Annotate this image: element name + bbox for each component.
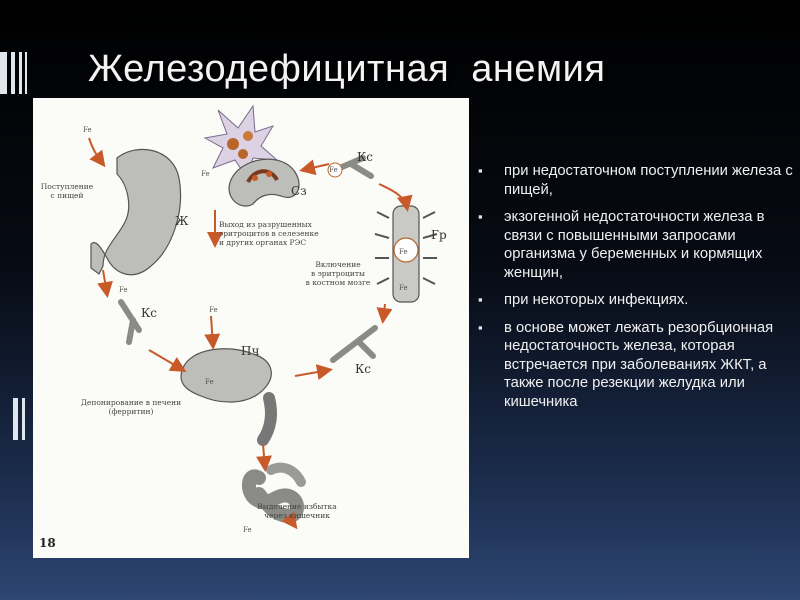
fe-label: Fe (83, 126, 92, 134)
slide-title: Железодефицитная анемия (88, 48, 606, 90)
bullet-marker-icon: ▪ (478, 319, 483, 335)
fe-label: Fe (209, 306, 218, 314)
list-item (478, 208, 794, 282)
list-item (478, 291, 794, 310)
fe-label: Fe (243, 526, 252, 534)
bullet-text: экзогенной недостаточности железа в связи с повышенными запросами организма у беременных и кормящих женщин, (504, 209, 765, 281)
decor-bar (22, 398, 25, 440)
caption-liver: Депонирование в печени (ферритин) (80, 398, 182, 416)
bullet-marker-icon: ▪ (478, 209, 483, 224)
organ-label-vessel-top: Кс (357, 150, 374, 164)
intestine-illustration (249, 398, 301, 516)
bullet-text: в основе может лежать резорбционная недостаточность железа, которая встречается при заболеваниях ЖКТ, а также после резекции желудка или кишечника (504, 319, 774, 410)
organ-label-vessel-left: Кс (141, 306, 158, 320)
bullet-text: при некоторых инфекциях. (504, 292, 689, 308)
bullet-marker-icon: ▪ (478, 163, 483, 178)
organ-label-vessel-right: Кс (355, 362, 372, 376)
decor-bar (11, 52, 15, 94)
fe-label: Fe (399, 248, 408, 256)
page-number: 18 (39, 536, 56, 550)
caption-marrow: Включение в эритроциты в костном мозге (305, 260, 371, 287)
stomach-illustration (91, 149, 181, 274)
organ-label-spleen: Сз (291, 184, 307, 198)
caption-excretion: Выделение избытка через кишечник (257, 502, 337, 520)
decor-bar (0, 52, 7, 94)
organ-label-stomach: Ж (175, 214, 189, 228)
list-item (478, 162, 794, 199)
caption-spleen-exit: Выход из разрушенных эритроцитов в селезенке и других органах РЭС (219, 220, 319, 247)
list-item (478, 319, 794, 412)
decor-bar (13, 398, 18, 440)
fe-label: Fe (399, 284, 408, 292)
bullet-list (478, 162, 794, 420)
bullet-text: при недостаточном поступлении железа с пищей, (504, 163, 793, 198)
bullet-marker-icon: ▪ (478, 292, 483, 307)
fe-label: Fe (201, 170, 210, 178)
organ-label-liver: Пч (241, 344, 260, 358)
fe-label: Fe (119, 286, 128, 294)
decor-bar (25, 52, 27, 94)
caption-intake: Поступление с пищей (40, 182, 94, 200)
fe-label: Fe (329, 166, 338, 174)
iron-cycle-diagram (33, 98, 469, 558)
decor-bar (19, 52, 22, 94)
organ-label-bone-marrow: Гр (431, 228, 447, 242)
fe-label: Fe (205, 378, 214, 386)
diagram-graphics (33, 98, 469, 558)
